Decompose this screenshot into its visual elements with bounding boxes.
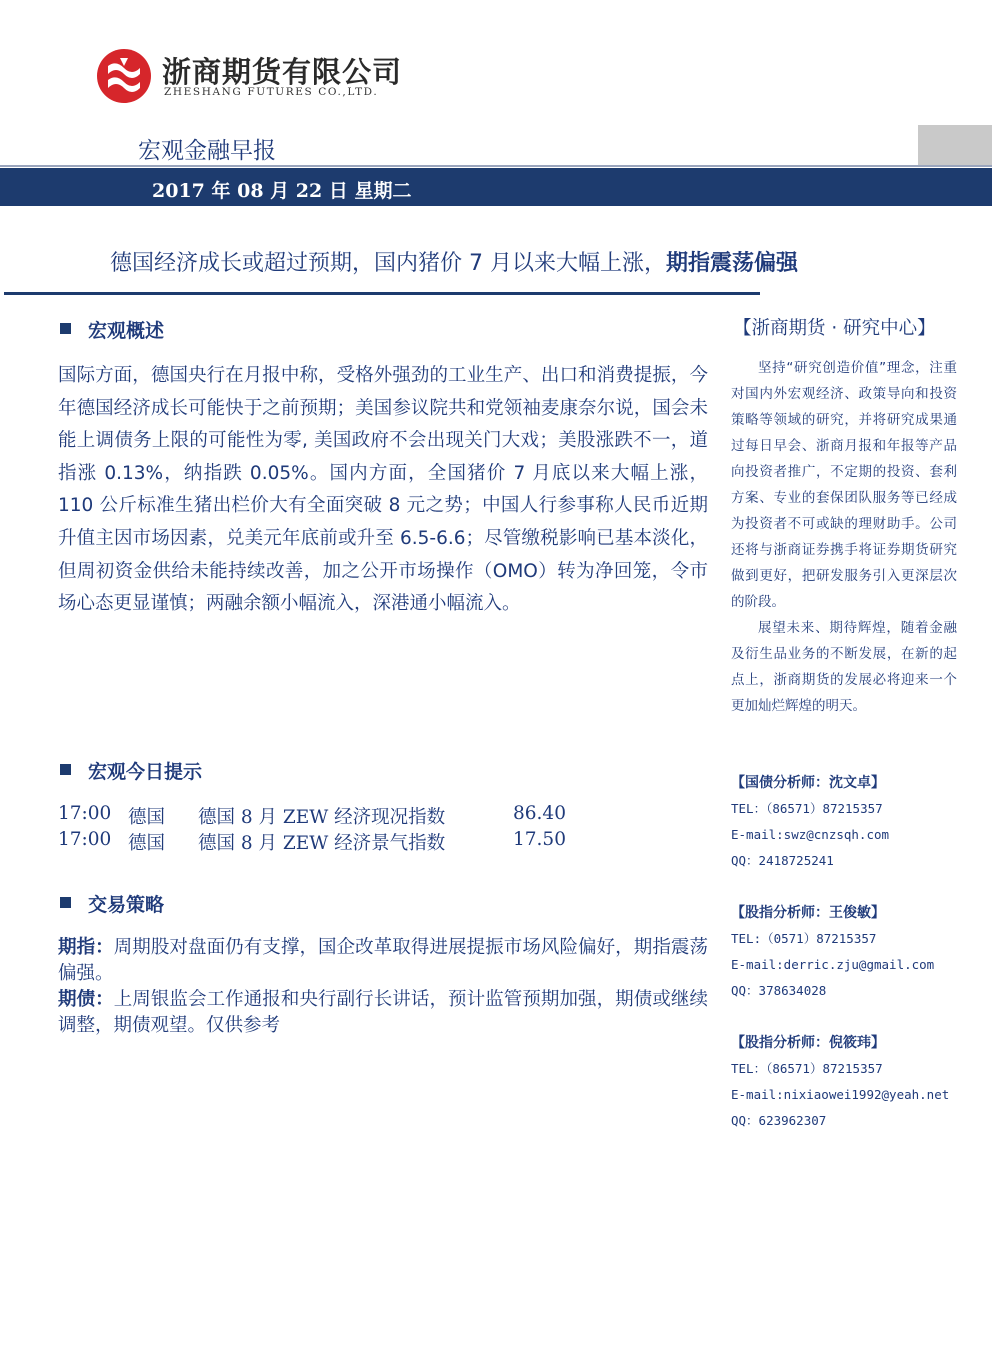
section-bullet xyxy=(60,764,71,775)
analyst-card xyxy=(731,1030,971,1134)
sidebar-paragraph: 展望未来、期待辉煌，随着金融及衍生品业务的不断发展，在新的起点上，浙商期货的发展必将迎来一个更加灿烂辉煌的明天。 xyxy=(731,620,957,714)
calendar-country: 德国 xyxy=(128,807,166,828)
section-bullet xyxy=(60,897,71,908)
company-logo-icon xyxy=(96,48,152,104)
strategy-item xyxy=(58,935,708,987)
header-decor-box xyxy=(918,125,992,165)
headline-emphasis: 期指震荡偏强 xyxy=(666,251,799,276)
calendar-time: 17:00 xyxy=(58,803,112,824)
analyst-tel: TEL：（86571）87215357 xyxy=(731,801,883,816)
calendar-value: 86.40 xyxy=(513,803,566,824)
headline-main: 德国经济成长或超过预期，国内猪价 7 月以来大幅上涨， xyxy=(110,251,666,276)
report-date: 2017 年 08 月 22 日 星期二 xyxy=(152,180,412,202)
analyst-qq: QQ：378634028 xyxy=(731,983,827,998)
calendar-time: 17:00 xyxy=(58,829,112,850)
section-title-strategy: 交易策略 xyxy=(88,894,165,916)
calendar-event: 德国 8 月 ZEW 经济现况指数 xyxy=(198,807,446,828)
analyst-qq: QQ：623962307 xyxy=(731,1113,827,1128)
calendar-value: 17.50 xyxy=(513,829,566,850)
calendar-country: 德国 xyxy=(128,833,166,854)
analyst-tel: TEL：（86571）87215357 xyxy=(731,1061,883,1076)
strategy-label: 期债： xyxy=(58,989,114,1010)
analyst-card xyxy=(731,900,971,1004)
company-name-cn: 浙商期货有限公司 xyxy=(162,55,403,89)
calendar-event: 德国 8 月 ZEW 经济景气指数 xyxy=(198,833,446,854)
strategy-item xyxy=(58,987,708,1039)
headline xyxy=(110,246,798,277)
headline-rule xyxy=(4,292,760,295)
sidebar-paragraph: 坚持“研究创造价值”理念，注重对国内外宏观经济、政策导向和投资策略等领域的研究，并将研究成果通过每日早会、浙商月报和年报等产品向投资者推广，不定期的投资、套利方案、专业的套保团队服务等已经成为投资者不可或缺的理财助手。公司还将与浙商证券携手将证券期货研究做到更好，把研发服务引入更深层次的阶段。 xyxy=(731,360,957,610)
analyst-tel: TEL:（0571）87215357 xyxy=(731,931,877,946)
analyst-qq: QQ：2418725241 xyxy=(731,853,834,868)
strategy-label: 期指： xyxy=(58,937,114,958)
date-bar xyxy=(0,168,992,206)
strategy-body: 周期股对盘面仍有支撑，国企改革取得进展提振市场风险偏好，期指震荡偏强。 xyxy=(58,937,708,984)
sidebar-title: 【浙商期货 · 研究中心】 xyxy=(733,318,936,339)
analyst-name: 【国债分析师：沈文卓】 xyxy=(731,775,885,791)
strategy-body: 上周银监会工作通报和央行副行长讲话，预计监管预期加强，期债或继续调整，期债观望。仅供参考 xyxy=(58,989,708,1036)
analyst-email[interactable]: E-mail:nixiaowei1992@yeah.net xyxy=(731,1087,950,1102)
strategy-text xyxy=(58,935,708,1039)
section-title-overview: 宏观概述 xyxy=(88,320,165,342)
section-bullet xyxy=(60,323,71,334)
analyst-email[interactable]: E-mail:derric.zju@gmail.com xyxy=(731,957,935,972)
header-divider xyxy=(0,165,992,167)
analyst-card xyxy=(731,770,971,874)
section-title-today: 宏观今日提示 xyxy=(88,761,203,783)
analyst-name: 【股指分析师：倪筱玮】 xyxy=(731,1035,885,1051)
report-type: 宏观金融早报 xyxy=(138,138,276,164)
analyst-email[interactable]: E-mail:swz@cnzsqh.com xyxy=(731,827,890,842)
company-name-en: ZHESHANG FUTURES CO.,LTD. xyxy=(164,86,379,98)
sidebar-intro xyxy=(731,355,957,719)
overview-text: 国际方面，德国央行在月报中称，受格外强劲的工业生产、出口和消费提振，今年德国经济成长可能快于之前预期；美国参议院共和党领袖麦康奈尔说，国会未能上调债务上限的可能性为零, 美国政府不会出现关门大戏；美股涨跌不一，道指涨 0.13%，纳指跌 0.05%。国内方面，全国猪价 7 月底以来大幅上涨，110 公斤标准生猪出栏价大有全面突破 8 元之势；中国人行参事称人民币近期升值主因市场因素，兑美元年底前或升至 6.5-6.6；尽管缴税影响已基本淡化，但周初资金供给未能持续改善，加之公开市场操作（OMO）转为净回笼，令市场心态更显谨慎；两融余额小幅流入，深港通小幅流入。 xyxy=(58,365,708,615)
analyst-name: 【股指分析师：王俊敏】 xyxy=(731,905,885,921)
